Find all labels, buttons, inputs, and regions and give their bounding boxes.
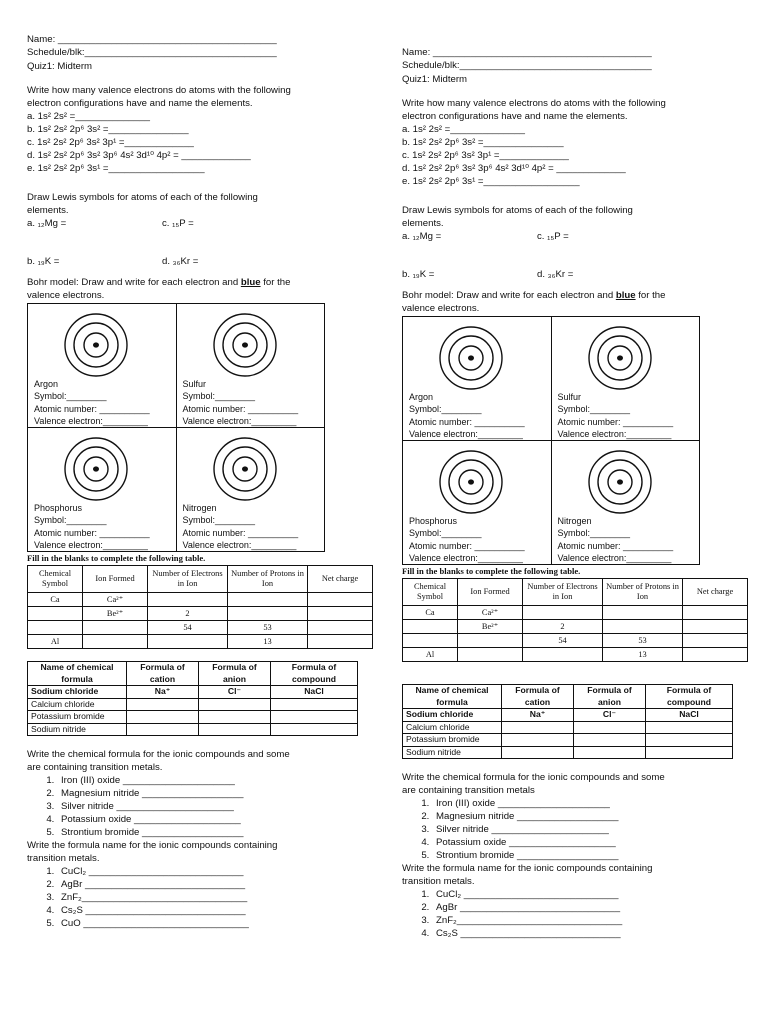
table-cell[interactable] (28, 621, 83, 635)
config-item[interactable]: d. 1s² 2s² 2p⁶ 3s² 3p⁶ 4s² 3d¹⁰ 4p² = _____________ (402, 163, 626, 175)
element-name: Phosphorus (34, 503, 83, 514)
bohr-grid (402, 316, 700, 565)
list-item[interactable]: 5. Strontium bromide ___________________ (57, 826, 377, 839)
table-cell[interactable] (199, 698, 271, 711)
col-header: Name of chemical formula (403, 685, 502, 709)
atomic-number-blank[interactable]: Atomic number: __________ (409, 540, 525, 551)
valence-prompt-2: electron configurations have and name the elements. (27, 98, 253, 110)
table-cell: Na⁺ (502, 709, 574, 722)
valence-electron-blank[interactable]: Valence electron:_________ (34, 539, 148, 550)
valence-electron-blank[interactable]: Valence electron:_________ (182, 539, 297, 550)
table-cell[interactable] (228, 593, 308, 607)
col-header: Number of Protons in Ion (228, 566, 308, 593)
lewis-item-mg[interactable]: a. ₁₂Mg = (27, 218, 67, 230)
list-item[interactable]: 4. Potassium oxide ____________________ (57, 813, 377, 826)
table-row (28, 593, 373, 607)
table-cell: Calcium chloride (28, 698, 127, 711)
table-cell[interactable] (403, 634, 458, 648)
bohr-rings-icon (438, 449, 504, 515)
table-cell: Cl⁻ (574, 709, 646, 722)
table-row (28, 621, 373, 635)
table-cell[interactable] (574, 734, 646, 747)
symbol-blank[interactable]: Symbol:________ (557, 404, 631, 415)
list-item[interactable]: 1. Iron (III) oxide _____________________ (57, 774, 377, 787)
element-name: Argon (34, 379, 59, 390)
table-cell: NaCl (646, 709, 733, 722)
valence-electron-blank[interactable]: Valence electron:_________ (557, 428, 672, 439)
list-item[interactable]: 1. CuCl₂ _____________________________ (432, 888, 752, 901)
table-cell: Cl⁻ (199, 686, 271, 699)
config-item[interactable]: e. 1s² 2s² 2p⁶ 3s¹ =__________________ (402, 176, 580, 188)
table-cell[interactable] (308, 607, 373, 621)
ion-table (27, 565, 373, 649)
lewis-items (27, 217, 377, 268)
bohr-prompt-2: valence electrons. (27, 290, 105, 302)
table-row (28, 686, 358, 699)
table-row (28, 711, 358, 724)
col-header: Number of Electrons in Ion (148, 566, 228, 593)
left-quiz-column (27, 33, 377, 930)
config-item[interactable]: b. 1s² 2s² 2p⁶ 3s² =_______________ (27, 124, 189, 136)
table-cell[interactable]: 53 (603, 634, 683, 648)
table-cell[interactable] (502, 734, 574, 747)
valence-electron-blank[interactable]: Valence electron:_________ (34, 415, 148, 426)
table-cell[interactable] (403, 620, 458, 634)
quiz-title: Quiz1: Midterm (402, 73, 468, 85)
valence-prompt-2: electron configurations have and name the elements. (402, 111, 628, 123)
list-item[interactable]: 4. Cs₂S ______________________________ (57, 904, 377, 917)
table-cell[interactable] (683, 648, 748, 662)
table-cell[interactable] (683, 606, 748, 620)
table-cell[interactable] (683, 620, 748, 634)
table-cell[interactable] (502, 721, 574, 734)
formula-prompt-2: are containing transition metals (402, 785, 535, 797)
bohr-rings-icon (438, 325, 504, 391)
table-row (28, 723, 358, 736)
col-header: Formula of compound (271, 662, 358, 686)
col-header: Net charge (683, 579, 748, 606)
table-cell[interactable]: Ca²⁺ (458, 606, 523, 620)
table-cell[interactable]: Al (28, 635, 83, 649)
valence-prompt: Write how many valence electrons do atoms with the following (402, 98, 666, 110)
atomic-number-blank[interactable]: Atomic number: __________ (34, 527, 150, 538)
name-list (27, 865, 377, 930)
lewis-prompt: Draw Lewis symbols for atoms of each of the following (402, 205, 633, 217)
table-cell[interactable]: 2 (148, 607, 228, 621)
list-item[interactable]: 4. Cs₂S ______________________________ (432, 927, 752, 940)
table-cell: Sodium chloride (28, 686, 127, 699)
col-header: Net charge (308, 566, 373, 593)
symbol-blank[interactable]: Symbol:________ (409, 528, 482, 539)
col-header: Formula of compound (646, 685, 733, 709)
col-header: Formula of cation (127, 662, 199, 686)
table1-caption: Fill in the blanks to complete the following table. (402, 566, 581, 577)
lewis-item-p[interactable]: c. ₁₅P = (162, 218, 194, 230)
symbol-blank[interactable]: Symbol:________ (34, 391, 107, 402)
table-cell[interactable] (308, 593, 373, 607)
valence-electron-blank[interactable]: Valence electron:_________ (182, 415, 297, 426)
table-cell[interactable] (646, 734, 733, 747)
table-cell[interactable]: Ca (28, 593, 83, 607)
table-cell: NaCl (271, 686, 358, 699)
table-row (403, 606, 748, 620)
list-item[interactable]: 5. Strontium bromide ___________________ (432, 849, 752, 862)
bohr-prompt: Bohr model: Draw and write for each electron and blue for the (27, 277, 291, 289)
lewis-item-kr[interactable]: d. ₃₆Kr = (162, 256, 199, 268)
bohr-rings-icon (587, 449, 653, 515)
table-cell: Potassium bromide (403, 734, 502, 747)
atomic-number-blank[interactable]: Atomic number: __________ (182, 527, 299, 538)
table-cell[interactable] (603, 620, 683, 634)
table-cell[interactable] (148, 635, 228, 649)
bohr-cell-sulfur[interactable] (551, 317, 700, 441)
lewis-prompt: Draw Lewis symbols for atoms of each of the following (27, 192, 258, 204)
list-item[interactable]: 1. CuCl₂ _____________________________ (57, 865, 377, 878)
table-row (28, 635, 373, 649)
config-item[interactable]: b. 1s² 2s² 2p⁶ 3s² =_______________ (402, 137, 564, 149)
name-list (402, 888, 752, 940)
table-cell[interactable] (502, 746, 574, 759)
list-item[interactable]: 2. Magnesium nitride ___________________ (57, 787, 377, 800)
table-cell: Sodium nitride (403, 746, 502, 759)
formula-prompt-2: are containing transition metals. (27, 762, 163, 774)
list-item[interactable]: 3. ZnF₂_______________________________ (432, 914, 752, 927)
table-cell[interactable] (646, 721, 733, 734)
element-name: Argon (409, 392, 434, 403)
valence-electron-blank[interactable]: Valence electron:_________ (409, 552, 523, 563)
table-row (403, 734, 733, 747)
name-prompt-2: transition metals. (27, 853, 100, 865)
col-header: Formula of anion (199, 662, 271, 686)
table-cell[interactable] (271, 711, 358, 724)
lewis-item-k[interactable]: b. ₁₉K = (402, 269, 435, 281)
name-prompt: Write the formula name for the ionic compounds containing (27, 840, 278, 852)
lewis-prompt-2: elements. (402, 218, 444, 230)
table-row (28, 698, 358, 711)
list-item[interactable]: 4. Potassium oxide ____________________ (432, 836, 752, 849)
schedule-field[interactable]: Schedule/blk:____________________________________ (27, 47, 277, 59)
table-cell: Potassium bromide (28, 711, 127, 724)
header-block (402, 46, 752, 86)
list-item[interactable]: 3. Silver nitride ______________________ (57, 800, 377, 813)
list-item[interactable]: 2. AgBr ______________________________ (57, 878, 377, 891)
schedule-field[interactable]: Schedule/blk:____________________________________ (402, 60, 652, 72)
element-name: Sulfur (182, 379, 207, 390)
col-header: Ion Formed (83, 566, 148, 593)
table-cell[interactable]: 54 (148, 621, 228, 635)
element-name: Phosphorus (409, 516, 458, 527)
table-row (403, 648, 748, 662)
symbol-blank[interactable]: Symbol:________ (34, 515, 107, 526)
table-cell[interactable] (683, 634, 748, 648)
bohr-cell-argon[interactable] (403, 317, 552, 441)
bohr-rings-icon (63, 436, 129, 502)
bohr-rings-icon (63, 312, 129, 378)
table-cell[interactable] (127, 698, 199, 711)
table-cell[interactable] (271, 698, 358, 711)
bohr-cell-nitrogen[interactable] (176, 428, 325, 552)
atomic-number-blank[interactable]: Atomic number: __________ (557, 540, 674, 551)
symbol-blank[interactable]: Symbol:________ (182, 515, 256, 526)
right-quiz-column (402, 46, 752, 940)
lewis-items (402, 230, 752, 281)
table-cell[interactable] (199, 723, 271, 736)
bohr-prompt: Bohr model: Draw and write for each electron and blue for the (402, 290, 666, 302)
list-item[interactable]: 1. Iron (III) oxide _____________________ (432, 797, 752, 810)
table-cell[interactable] (646, 746, 733, 759)
table-cell[interactable] (574, 746, 646, 759)
bohr-prompt-2: valence electrons. (402, 303, 480, 315)
bohr-cell-phosphorus[interactable] (28, 428, 177, 552)
formula-prompt: Write the chemical formula for the ionic compounds and some (27, 749, 290, 761)
table-cell[interactable]: 13 (603, 648, 683, 662)
table-cell[interactable] (523, 606, 603, 620)
quiz-title: Quiz1: Midterm (27, 60, 93, 72)
element-name: Sulfur (557, 392, 582, 403)
header-block (27, 33, 377, 73)
list-item[interactable]: 3. Silver nitride ______________________ (432, 823, 752, 836)
name-field[interactable]: Name: _________________________________________ (402, 47, 652, 58)
table-row (403, 620, 748, 634)
bohr-cell-argon[interactable] (28, 304, 177, 428)
bohr-rings-icon (212, 312, 278, 378)
valence-prompt: Write how many valence electrons do atoms with the following (27, 85, 291, 97)
formula-prompt: Write the chemical formula for the ionic compounds and some (402, 772, 665, 784)
atomic-number-blank[interactable]: Atomic number: __________ (557, 416, 674, 427)
name-field[interactable]: Name: _________________________________________ (27, 34, 277, 45)
table-row (403, 721, 733, 734)
bohr-rings-icon (587, 325, 653, 391)
table-cell[interactable]: 54 (523, 634, 603, 648)
bohr-cell-sulfur[interactable] (176, 304, 325, 428)
list-item[interactable]: 2. Magnesium nitride ___________________ (432, 810, 752, 823)
table-cell[interactable] (308, 635, 373, 649)
table-cell[interactable] (228, 607, 308, 621)
element-name: Nitrogen (557, 516, 592, 527)
table-cell: Sodium nitride (28, 723, 127, 736)
element-name: Nitrogen (182, 503, 217, 514)
lewis-item-k[interactable]: b. ₁₉K = (27, 256, 60, 268)
table-cell[interactable] (458, 634, 523, 648)
table-cell: Calcium chloride (403, 721, 502, 734)
table-cell[interactable]: 13 (228, 635, 308, 649)
table-cell[interactable]: Be²⁺ (458, 620, 523, 634)
name-prompt: Write the formula name for the ionic compounds containing (402, 863, 653, 875)
table-cell[interactable] (83, 621, 148, 635)
table-row (403, 709, 733, 722)
table-row (403, 634, 748, 648)
table-cell[interactable] (308, 621, 373, 635)
table1-caption: Fill in the blanks to complete the following table. (27, 553, 206, 564)
config-item[interactable]: c. 1s² 2s² 2p⁶ 3s² 3p¹ =_____________ (402, 150, 569, 162)
table-cell[interactable] (199, 711, 271, 724)
table-cell[interactable]: 2 (523, 620, 603, 634)
table-cell[interactable] (127, 723, 199, 736)
col-header: Ion Formed (458, 579, 523, 606)
table-cell[interactable] (127, 711, 199, 724)
table-cell[interactable]: 53 (228, 621, 308, 635)
table-cell[interactable] (271, 723, 358, 736)
table-cell[interactable] (523, 648, 603, 662)
config-item[interactable]: e. 1s² 2s² 2p⁶ 3s¹ =__________________ (27, 163, 205, 175)
table-cell[interactable] (28, 607, 83, 621)
symbol-blank[interactable]: Symbol:________ (557, 528, 631, 539)
lewis-item-p[interactable]: c. ₁₅P = (537, 231, 569, 243)
atomic-number-blank[interactable]: Atomic number: __________ (409, 416, 525, 427)
symbol-blank[interactable]: Symbol:________ (182, 391, 256, 402)
symbol-blank[interactable]: Symbol:________ (409, 404, 482, 415)
bohr-rings-icon (212, 436, 278, 502)
col-header: Formula of anion (574, 685, 646, 709)
bohr-cell-nitrogen[interactable] (551, 441, 700, 565)
compound-table (27, 661, 358, 736)
table-cell[interactable] (148, 593, 228, 607)
table-cell[interactable]: Be²⁺ (83, 607, 148, 621)
compound-table (402, 684, 733, 759)
table-cell[interactable] (458, 648, 523, 662)
ion-table (402, 578, 748, 662)
formula-list (27, 774, 377, 839)
table-row (28, 607, 373, 621)
col-header: Number of Electrons in Ion (523, 579, 603, 606)
table-cell[interactable] (574, 721, 646, 734)
config-item[interactable]: d. 1s² 2s² 2p⁶ 3s² 3p⁶ 4s² 3d¹⁰ 4p² = _____________ (27, 150, 251, 162)
config-item[interactable]: a. 1s² 2s² =______________ (27, 111, 150, 123)
list-item[interactable]: 2. AgBr ______________________________ (432, 901, 752, 914)
table-cell[interactable] (83, 635, 148, 649)
valence-electron-blank[interactable]: Valence electron:_________ (557, 552, 672, 563)
table-cell[interactable]: Ca²⁺ (83, 593, 148, 607)
lewis-prompt-2: elements. (27, 205, 69, 217)
table-cell: Sodium chloride (403, 709, 502, 722)
col-header: Name of chemical formula (28, 662, 127, 686)
lewis-item-mg[interactable]: a. ₁₂Mg = (402, 231, 442, 243)
list-item[interactable]: 3. ZnF₂_______________________________ (57, 891, 377, 904)
table-cell: Na⁺ (127, 686, 199, 699)
formula-list (402, 797, 752, 862)
col-header: Number of Protons in Ion (603, 579, 683, 606)
valence-electron-blank[interactable]: Valence electron:_________ (409, 428, 523, 439)
list-item[interactable]: 5. CuO _______________________________ (57, 917, 377, 930)
config-item[interactable]: a. 1s² 2s² =______________ (402, 124, 525, 136)
col-header: Chemical Symbol (28, 566, 83, 593)
atomic-number-blank[interactable]: Atomic number: __________ (182, 403, 299, 414)
col-header: Chemical Symbol (403, 579, 458, 606)
table-row (403, 746, 733, 759)
lewis-item-kr[interactable]: d. ₃₆Kr = (537, 269, 574, 281)
atomic-number-blank[interactable]: Atomic number: __________ (34, 403, 150, 414)
table-cell[interactable]: Al (403, 648, 458, 662)
table-cell[interactable]: Ca (403, 606, 458, 620)
bohr-grid (27, 303, 325, 552)
col-header: Formula of cation (502, 685, 574, 709)
bohr-cell-phosphorus[interactable] (403, 441, 552, 565)
table-cell[interactable] (603, 606, 683, 620)
config-item[interactable]: c. 1s² 2s² 2p⁶ 3s² 3p¹ =_____________ (27, 137, 194, 149)
name-prompt-2: transition metals. (402, 876, 475, 888)
